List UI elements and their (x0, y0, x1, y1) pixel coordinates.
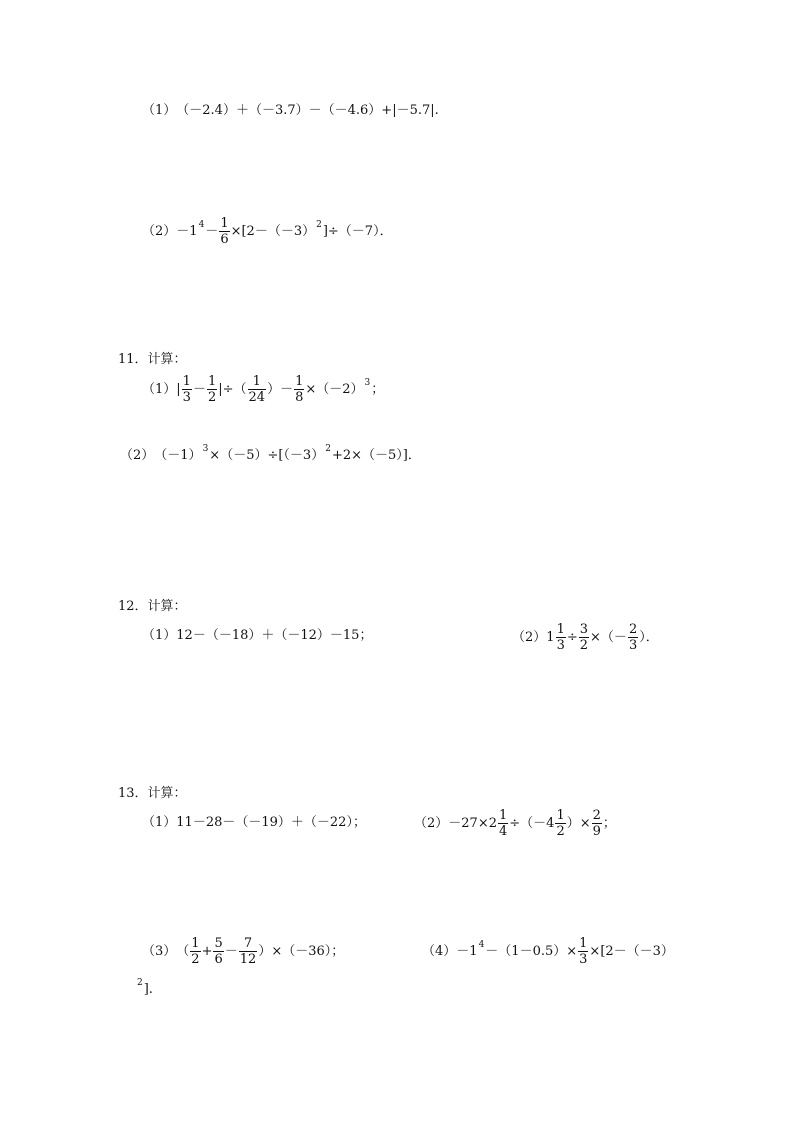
q13-part2-fraction3 (592, 808, 602, 839)
q13-part4-a: －1 (456, 944, 478, 959)
q13-part4-wrap (136, 978, 153, 997)
q12-part1-expression: 12－（－18）＋（－12）－15； (176, 628, 373, 643)
q13-part2-fraction2 (555, 808, 565, 839)
q13-title: 13．计算： (118, 786, 187, 801)
fraction-numerator: 1 (499, 808, 508, 823)
q13-part2-tail: ； (602, 816, 616, 831)
q13-part1 (142, 816, 366, 829)
q10-part2-middle: ×[2－（－3） (230, 224, 316, 239)
q10-part2-lead: －1 (176, 224, 198, 239)
fraction-denominator: 12 (239, 952, 257, 967)
q12-part2-label: （2） (512, 630, 547, 645)
q13-part2-fraction1 (498, 808, 508, 839)
fraction-numerator: 1 (207, 374, 217, 389)
q13-part4-c: ×[2－（－3） (589, 944, 674, 959)
q11-part2-exponent2: 2 (325, 444, 331, 454)
q11-part2 (120, 444, 421, 463)
mixed-whole: 1 (546, 630, 555, 645)
fraction-numerator: 3 (579, 622, 589, 637)
q13-part2-a: －27×2 (448, 816, 497, 831)
plus-sign: + (201, 944, 213, 959)
fraction-numerator: 1 (182, 374, 191, 389)
fraction-numerator: 2 (628, 622, 638, 637)
fraction-denominator: 3 (579, 952, 588, 967)
q13-part3-fraction3 (239, 936, 258, 967)
q10-part2 (142, 216, 393, 247)
divide-sign: ÷ (566, 630, 578, 645)
q10-part2-minus: － (205, 224, 219, 239)
fraction-denominator: 24 (248, 390, 266, 405)
q11-part1-tail: ； (371, 382, 385, 397)
fraction-numerator: 2 (592, 808, 601, 823)
abs-open: | (176, 382, 181, 397)
q13-part3-fraction2 (213, 936, 223, 967)
q12-part2 (512, 622, 659, 653)
fraction-denominator: 6 (220, 232, 229, 247)
q11-title: 11．计算： (118, 352, 187, 367)
q13-part4-wrap-tail: ]. (143, 982, 153, 997)
fraction-numerator: 7 (243, 936, 253, 951)
fraction-denominator: 6 (214, 952, 223, 967)
fraction-numerator: 1 (579, 936, 588, 951)
fraction-denominator: 8 (295, 390, 304, 405)
q13-part2-b: ÷（－4 (509, 816, 555, 831)
fraction-numerator: 1 (556, 808, 565, 823)
q13-part3-label: （3） (142, 944, 177, 959)
q10-part2-exponent: 4 (198, 220, 205, 230)
fraction-numerator: 5 (214, 936, 223, 951)
q13-part4-exponent: 4 (478, 940, 485, 950)
q13-part3-tail: ）×（－36）； (258, 944, 345, 959)
q12-title: 12．计算： (118, 599, 187, 614)
q10-part2-tail: ]÷（－7）． (322, 224, 393, 239)
fraction-denominator: 3 (556, 638, 565, 653)
fraction-denominator: 9 (592, 824, 601, 839)
q11-part2-a: （－1） (154, 448, 202, 463)
fraction-denominator: 2 (579, 638, 589, 653)
q12-part1 (142, 629, 372, 642)
minus-sign: － (224, 944, 238, 959)
q12-part2-fraction3 (628, 622, 638, 653)
q11-part1-label: （1） (142, 382, 177, 397)
q12-part2-middle: ×（－ (590, 630, 627, 645)
q10-part1 (142, 104, 439, 117)
q13-part1-expression: 11－28－（－19）＋（－22）； (176, 815, 366, 830)
fraction-denominator: 4 (499, 824, 508, 839)
q11-part1-fraction1 (182, 374, 192, 405)
q10-part2-label: （2） (142, 224, 177, 239)
abs-close: |÷（ (218, 382, 247, 397)
q10-part1-expression: （－2.4）＋（－3.7）－（－4.6）+|－5.7|. (176, 103, 439, 118)
fraction-numerator: 1 (295, 374, 304, 389)
q10-part2-fraction (219, 216, 229, 247)
q13-part4-fraction1 (578, 936, 588, 967)
paren-close: ）－ (267, 382, 294, 397)
fraction-denominator: 2 (191, 952, 200, 967)
q13-part4-wrap-exponent: 2 (137, 978, 143, 988)
fraction-numerator: 1 (191, 936, 200, 951)
q13-part1-label: （1） (142, 815, 177, 830)
q13-part2-label: （2） (414, 816, 449, 831)
fraction-numerator: 1 (556, 622, 565, 637)
q11-part1-middle: ×（－2） (305, 382, 364, 397)
minus-sign: － (192, 382, 206, 397)
fraction-denominator: 2 (556, 824, 565, 839)
fraction-numerator: 1 (252, 374, 261, 389)
q13-part3 (142, 936, 344, 967)
q11-part2-b: ×（－5）÷[（－3） (209, 448, 325, 463)
q11-part1 (142, 374, 384, 405)
q13-part3-fraction1 (190, 936, 200, 967)
q11-part2-c: +2×（－5）]． (331, 448, 421, 463)
q11-part1-fraction2 (207, 374, 217, 405)
q12-part2-tail: ）． (639, 630, 659, 645)
q13-part4 (422, 936, 674, 967)
q11-part2-exponent1: 3 (202, 444, 209, 454)
q11-part2-label: （2） (120, 448, 155, 463)
fraction-numerator: 1 (220, 216, 229, 231)
q13-part2-c: ）× (566, 816, 591, 831)
q11-part1-exponent: 3 (364, 378, 371, 388)
q13-part2 (414, 808, 616, 839)
q13-part4-b: －（1－0.5）× (485, 944, 578, 959)
q11-part1-fraction3 (248, 374, 267, 405)
fraction-denominator: 2 (207, 390, 217, 405)
q12-part2-fraction2 (579, 622, 589, 653)
q12-part1-label: （1） (142, 628, 177, 643)
q10-part2-exponent2: 2 (316, 220, 322, 230)
fraction-denominator: 3 (182, 390, 191, 405)
paren-open: （ (176, 944, 190, 959)
q11-part1-fraction4 (294, 374, 304, 405)
fraction-denominator: 3 (628, 638, 638, 653)
q10-part1-label: （1） (142, 103, 177, 118)
q12-part2-fraction1 (556, 622, 566, 653)
q13-part4-label: （4） (422, 944, 457, 959)
